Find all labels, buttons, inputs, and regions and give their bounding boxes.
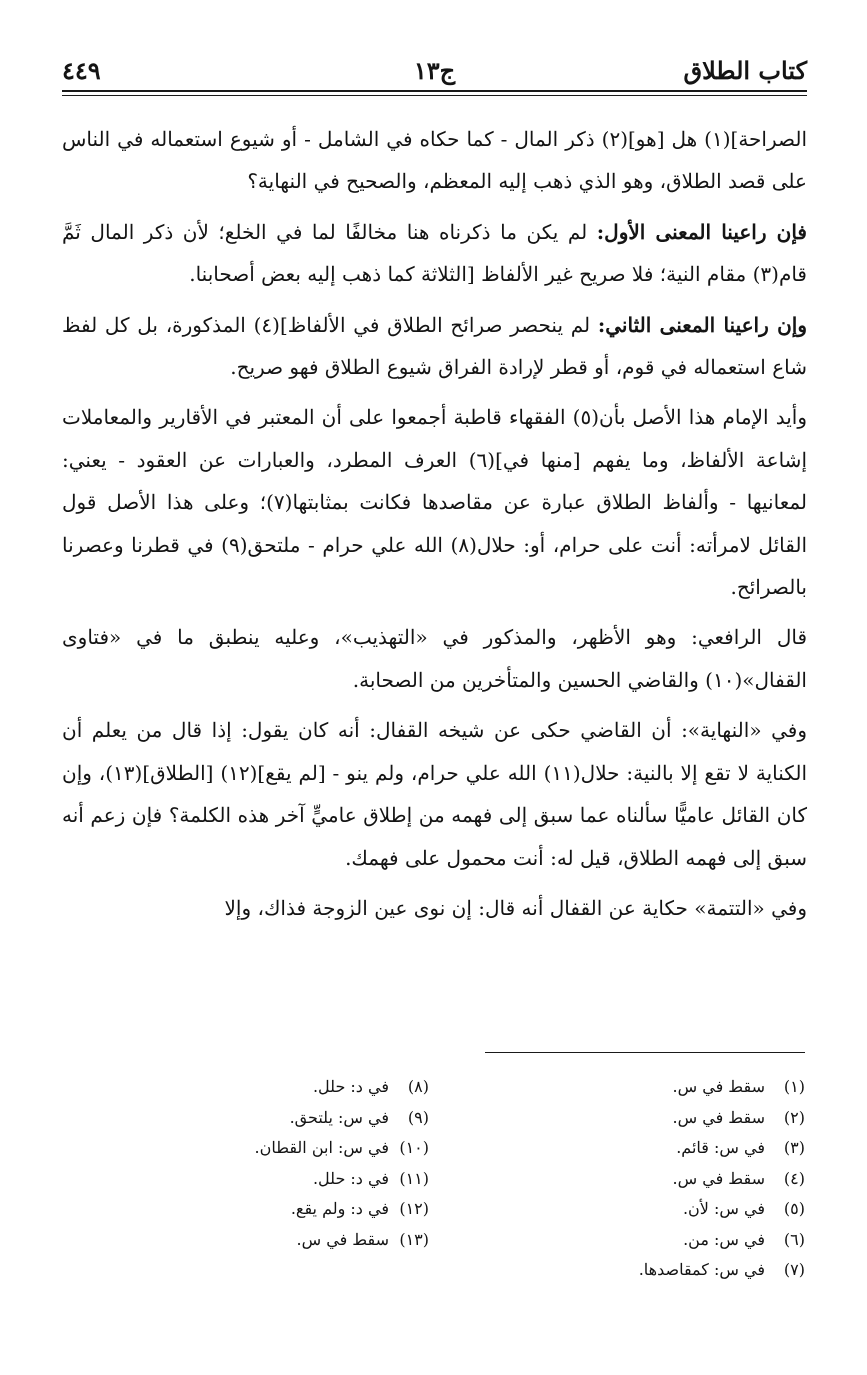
- footnote: [99, 1103, 429, 1134]
- footnote-text: في د: ولم يقع.: [290, 1199, 389, 1218]
- footnote: [475, 1103, 805, 1134]
- footnote-number: (٧): [783, 1260, 805, 1279]
- footnote: [475, 1164, 805, 1195]
- paragraph-text: وفي «التتمة» حكاية عن القفال أنه قال: إن نوى عين الزوجة فذاك، وإلا: [224, 895, 807, 920]
- footnote-text: في س: لأن.: [682, 1199, 765, 1218]
- paragraph: [62, 211, 807, 296]
- paragraph: [62, 396, 807, 608]
- header-rule-thin: [62, 95, 807, 96]
- paragraph-text: لم ينحصر صرائح الطلاق في الألفاظ](٤) المذكورة، بل كل لفظ شاع استعماله في قوم، أو قطر لإرادة الفراق شيوع الطلاق فهو صريح.: [62, 312, 807, 380]
- footnote-number: (٤): [783, 1168, 805, 1188]
- footnote: [99, 1225, 429, 1256]
- footnotes-column-left: [99, 1072, 429, 1255]
- footnote: [475, 1133, 805, 1164]
- header-rule: [62, 90, 807, 92]
- paragraph-text: وفي «النهاية»: أن القاضي حكى عن شيخه القفال: أنه كان يقول: إذا قال من يعلم أن الكناية لا تقع إلا بالنية: حلال(١١) الله علي حرام، ولم ينو - [لم يقع](١٢) [الطلاق](١٣)، وإن كان القائل عاميًّا سألناه عما سبق إلى فهمه من إطلاق عاميٍّ آخر هذه الكلمة؟ فإن زعم أنه سبق إلى فهمه الطلاق، قيل له: أنت محمول على فهمك.: [62, 718, 808, 870]
- footnote-text: في د: حلل.: [312, 1168, 389, 1188]
- paragraph: [62, 887, 807, 929]
- paragraph: [62, 304, 807, 389]
- footnote-number: (٢): [783, 1107, 805, 1127]
- footnote-text: سقط في س.: [672, 1077, 765, 1096]
- footnote-text: في د: حلل.: [312, 1077, 389, 1096]
- paragraph-text: لم يكن ما ذكرناه هنا مخالفًا لما في الخلع؛ لأن ذكر المال ثَمَّ قام(٣) مقام النية؛ فلا صريح غير الألفاظ [الثلاثة كما ذهب إليه بعض أصحابنا.: [62, 219, 807, 287]
- main-text: [62, 118, 807, 937]
- paragraph-text: قال الرافعي: وهو الأظهر، والمذكور في «التهذيب»، وعليه ينطبق ما في «فتاوى القفال»(١٠) والقاضي الحسين والمتأخرين من الصحابة.: [62, 625, 807, 692]
- footnote: [475, 1225, 805, 1256]
- footnote-text: سقط في س.: [296, 1229, 389, 1249]
- footnotes-column-right: [475, 1072, 805, 1286]
- volume-label: ج١٣: [413, 56, 456, 85]
- footnote-number: (٥): [783, 1199, 805, 1218]
- paragraph: [62, 616, 807, 701]
- paragraph-text: الصراحة](١) هل [هو](٢) ذكر المال - كما حكاه في الشامل - أو شيوع استعماله في الناس على قصد الطلاق، وهو الذي ذهب إليه المعظم، والصحيح في النهاية؟: [62, 127, 807, 194]
- footnote-number: (٣): [783, 1138, 805, 1157]
- footnote-number: (١): [783, 1077, 805, 1096]
- footnote-text: في س: ابن القطان.: [254, 1138, 389, 1157]
- footnote-number: (١٠): [399, 1138, 429, 1157]
- footnote-separator: [485, 1052, 805, 1053]
- footnote-number: (١٣): [399, 1229, 429, 1249]
- paragraph-lead: فإن راعينا المعنى الأول:: [596, 219, 807, 244]
- book-title: كتاب الطلاق: [683, 56, 807, 85]
- footnote-text: سقط في س.: [672, 1107, 765, 1127]
- footnote-number: (١٢): [399, 1199, 429, 1218]
- footnote-text: في س: قائم.: [676, 1138, 765, 1157]
- paragraph-lead: وإن راعينا المعنى الثاني:: [597, 312, 807, 337]
- footnote-text: في س: كمقاصدها.: [638, 1260, 765, 1279]
- footnote-number: (١١): [399, 1168, 429, 1188]
- footnote: [99, 1164, 429, 1195]
- footnote-text: في س: يلتحق.: [289, 1107, 389, 1127]
- paragraph-text: وأيد الإمام هذا الأصل بأن(٥) الفقهاء قاطبة أجمعوا على أن المعتبر في الأقارير والمعاملات إشاعة الألفاظ، وما يفهم [منها في](٦) العرف المطرد، والعبارات عن العقود - يعني: لمعانيها - وألفاظ الطلاق عبارة عن مقاصدها فكانت بمثابتها(٧)؛ وعلى هذا الأصل قول القائل لامرأته: أنت على حرام، أو: حلال(٨) الله علي حرام - ملتحق(٩) في قطرنا وعصرنا بالصرائح.: [62, 405, 808, 600]
- page-number: ٤٤٩: [62, 56, 101, 85]
- footnote-number: (٦): [783, 1229, 805, 1249]
- footnote: [99, 1072, 429, 1103]
- footnote-number: (٩): [407, 1107, 429, 1127]
- running-header: [62, 52, 807, 88]
- footnote-number: (٨): [407, 1077, 429, 1096]
- footnote: [99, 1194, 429, 1225]
- footnote-text: سقط في س.: [672, 1168, 765, 1188]
- footnote-text: في س: من.: [683, 1229, 765, 1249]
- paragraph: [62, 118, 807, 203]
- paragraph: [62, 709, 807, 879]
- footnote: [475, 1072, 805, 1103]
- footnote: [475, 1194, 805, 1225]
- footnote: [99, 1133, 429, 1164]
- footnote: [475, 1255, 805, 1286]
